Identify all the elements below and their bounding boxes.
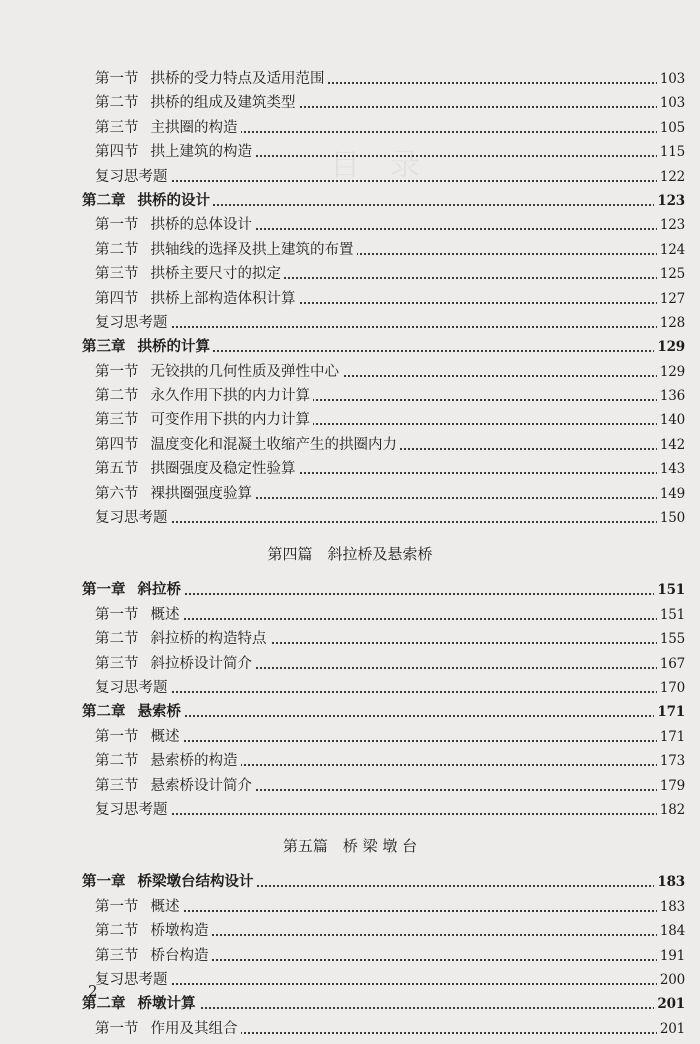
toc-section-entry	[0, 262, 700, 286]
entry-title: 拱轴线的选择及拱上建筑的布置	[150, 241, 354, 258]
entry-label	[95, 627, 270, 651]
entry-page-number: 115	[657, 140, 685, 164]
toc-part-heading	[0, 530, 700, 578]
entry-page-number: 105	[657, 116, 685, 140]
entry-title: 拱桥的计算	[137, 338, 210, 356]
entry-number: 第二节	[95, 923, 139, 940]
entry-label	[82, 992, 199, 1016]
entry-label	[95, 749, 241, 773]
entry-label	[82, 578, 184, 602]
toc-chapter-entry	[0, 189, 700, 213]
toc-section-entry	[0, 213, 700, 237]
dot-leader	[100, 910, 658, 912]
entry-page-number: 179	[657, 774, 685, 798]
entry-page-number: 103	[657, 67, 685, 91]
entry-page-number: 142	[657, 433, 685, 457]
entry-page-number: 200	[657, 968, 685, 992]
entry-page-number: 140	[657, 408, 685, 432]
toc-section-entry	[0, 360, 700, 384]
entry-label	[95, 165, 171, 189]
entry-page-number: 191	[657, 944, 685, 968]
entry-number: 第二章	[82, 191, 126, 209]
dot-leader	[100, 521, 658, 523]
entry-page-number: 128	[657, 311, 685, 335]
entry-title: 悬索桥	[137, 703, 181, 721]
toc-chapter-entry	[0, 992, 700, 1016]
toc-chapter-entry	[0, 578, 700, 602]
toc-section-entry	[0, 238, 700, 262]
entry-page-number: 182	[657, 798, 685, 822]
entry-label	[95, 482, 255, 506]
toc-section-entry	[0, 774, 700, 798]
entry-page-number: 125	[657, 262, 685, 286]
toc-section-entry	[0, 895, 700, 919]
entry-label	[82, 189, 213, 213]
entry-title: 复习思考题	[95, 679, 168, 696]
dot-leader	[100, 618, 658, 620]
toc-section-entry	[0, 91, 700, 115]
toc-section-entry	[0, 652, 700, 676]
toc-section-entry	[0, 1017, 700, 1041]
entry-title: 桥墩构造	[150, 923, 209, 940]
entry-label	[95, 262, 284, 286]
entry-page-number: 129	[654, 335, 685, 359]
entry-title: 桥台构造	[150, 947, 209, 964]
entry-number: 第一节	[95, 1020, 139, 1037]
entry-page-number: 155	[657, 627, 685, 651]
entry-label	[95, 433, 400, 457]
entry-title: 复习思考题	[95, 510, 168, 527]
entry-page-number: 184	[657, 919, 685, 943]
entry-title: 复习思考题	[95, 314, 168, 331]
toc-section-entry	[0, 919, 700, 943]
entry-page-number: 201	[657, 1017, 685, 1041]
entry-title: 概述	[150, 728, 180, 745]
entry-title: 拱桥的受力特点及适用范围	[150, 71, 325, 87]
toc-review-entry	[0, 165, 700, 189]
toc-section-entry	[0, 67, 700, 91]
toc-section-entry	[0, 457, 700, 481]
toc-section-entry	[0, 482, 700, 506]
entry-page-number: 150	[657, 506, 685, 530]
entry-number: 第一章	[82, 581, 126, 599]
entry-number: 第三节	[95, 777, 139, 794]
dot-leader	[100, 180, 658, 182]
toc-review-entry	[0, 798, 700, 822]
entry-page-number: 170	[657, 676, 685, 700]
toc-section-entry	[0, 384, 700, 408]
entry-number: 第二节	[95, 241, 139, 258]
entry-number: 第二章	[82, 995, 126, 1013]
entry-label	[95, 506, 171, 530]
entry-page-number: 143	[657, 457, 685, 481]
entry-page-number: 136	[657, 384, 685, 408]
toc-section-entry	[0, 433, 700, 457]
entry-page-number: 171	[657, 725, 685, 749]
entry-title: 斜拉桥的构造特点	[150, 631, 267, 648]
entry-number: 第四节	[95, 290, 139, 307]
toc-chapter-entry	[0, 335, 700, 359]
entry-label	[95, 384, 313, 408]
entry-page-number: 201	[654, 992, 685, 1016]
entry-title: 拱桥主要尺寸的拟定	[150, 266, 281, 283]
dot-leader	[100, 983, 658, 985]
entry-number: 第三节	[95, 947, 139, 964]
toc-review-entry	[0, 968, 700, 992]
entry-title: 拱桥的设计	[137, 191, 210, 209]
entry-title: 拱桥上部构造体积计算	[150, 290, 296, 307]
entry-number: 第六节	[95, 485, 139, 502]
toc-section-entry	[0, 603, 700, 627]
entry-page-number: 129	[657, 360, 685, 384]
toc-section-entry	[0, 725, 700, 749]
toc-review-entry	[0, 506, 700, 530]
entry-number: 第五节	[95, 461, 139, 478]
toc-section-entry	[0, 140, 700, 164]
entry-title: 悬索桥设计简介	[150, 777, 252, 794]
dot-leader	[100, 691, 658, 693]
part-title: 第五篇 桥 梁 墩 台	[282, 837, 418, 856]
entry-title: 拱上建筑的构造	[150, 144, 252, 161]
dot-leader	[100, 740, 658, 742]
entry-page-number: 171	[654, 700, 685, 724]
entry-label	[95, 287, 299, 311]
entry-label	[95, 140, 255, 164]
entry-page-number: 127	[657, 287, 685, 311]
dot-leader	[100, 326, 658, 328]
entry-page-number: 167	[657, 652, 685, 676]
entry-page-number: 151	[657, 603, 685, 627]
entry-number: 第一节	[95, 898, 139, 915]
entry-page-number: 149	[657, 482, 685, 506]
entry-page-number: 183	[657, 895, 685, 919]
entry-number: 第一章	[82, 873, 126, 891]
entry-number: 第二节	[95, 95, 139, 112]
entry-label	[95, 238, 357, 262]
entry-page-number: 122	[657, 165, 685, 189]
entry-title: 作用及其组合	[150, 1020, 238, 1037]
entry-label	[95, 116, 241, 140]
entry-number: 第二章	[82, 703, 126, 721]
entry-label	[95, 457, 299, 481]
entry-title: 拱圈强度及稳定性验算	[150, 461, 296, 478]
entry-title: 悬索桥的构造	[150, 753, 238, 770]
entry-number: 第一节	[95, 363, 139, 380]
entry-page-number: 183	[654, 870, 685, 894]
toc-section-entry	[0, 287, 700, 311]
entry-page-number: 123	[654, 189, 685, 213]
toc-review-entry	[0, 311, 700, 335]
table-of-contents	[0, 67, 700, 1041]
entry-page-number: 173	[657, 749, 685, 773]
entry-label	[95, 944, 212, 968]
entry-label	[95, 676, 171, 700]
entry-label	[82, 700, 184, 724]
entry-label	[95, 91, 299, 115]
entry-number: 第三节	[95, 655, 139, 672]
entry-label	[95, 408, 313, 432]
entry-label	[95, 725, 183, 749]
toc-section-entry	[0, 944, 700, 968]
entry-title: 拱桥的组成及建筑类型	[150, 95, 296, 112]
entry-page-number: 103	[657, 91, 685, 115]
toc-section-entry	[0, 749, 700, 773]
entry-title: 温度变化和混凝土收缩产生的拱圈内力	[150, 436, 397, 453]
entry-title: 拱桥的总体设计	[150, 217, 252, 234]
entry-label	[95, 311, 171, 335]
entry-number: 第三节	[95, 119, 139, 136]
dot-leader	[100, 813, 658, 815]
entry-number: 第一节	[95, 217, 139, 234]
entry-title: 桥梁墩台结构设计	[137, 873, 254, 891]
entry-title: 永久作用下拱的内力计算	[150, 388, 310, 405]
entry-label	[95, 652, 255, 676]
toc-chapter-entry	[0, 870, 700, 894]
entry-number: 第一节	[95, 71, 139, 87]
entry-label	[95, 798, 171, 822]
toc-review-entry	[0, 676, 700, 700]
entry-page-number: 124	[657, 238, 685, 262]
entry-label	[95, 360, 342, 384]
part-title: 第四篇 斜拉桥及悬索桥	[267, 545, 433, 564]
entry-title: 概述	[150, 898, 180, 915]
entry-title: 桥墩计算	[137, 995, 196, 1013]
entry-title: 可变作用下拱的内力计算	[150, 412, 310, 429]
bleed-through-shadow: 目 录	[330, 148, 420, 183]
entry-label	[95, 67, 328, 91]
entry-title: 主拱圈的构造	[150, 119, 238, 136]
entry-label	[95, 213, 255, 237]
entry-label	[95, 774, 255, 798]
entry-title: 复习思考题	[95, 801, 168, 818]
entry-number: 第二节	[95, 753, 139, 770]
entry-number: 第四节	[95, 436, 139, 453]
entry-page-number: 123	[657, 213, 685, 237]
toc-part-heading	[0, 822, 700, 870]
entry-title: 无铰拱的几何性质及弹性中心	[150, 363, 339, 380]
entry-number: 第一节	[95, 728, 139, 745]
entry-label	[95, 603, 183, 627]
toc-chapter-entry	[0, 700, 700, 724]
entry-number: 第三节	[95, 266, 139, 283]
entry-title: 复习思考题	[95, 971, 168, 988]
page-number: 2	[88, 982, 98, 1000]
entry-label	[95, 895, 183, 919]
entry-label	[82, 870, 257, 894]
toc-section-entry	[0, 627, 700, 651]
entry-title: 斜拉桥设计简介	[150, 655, 252, 672]
entry-title: 概述	[150, 606, 180, 623]
entry-number: 第二节	[95, 388, 139, 405]
entry-title: 斜拉桥	[137, 581, 181, 599]
entry-label	[95, 968, 171, 992]
entry-title: 裸拱圈强度验算	[150, 485, 252, 502]
entry-number: 第三章	[82, 338, 126, 356]
entry-number: 第二节	[95, 631, 139, 648]
entry-title: 复习思考题	[95, 168, 168, 185]
entry-number: 第四节	[95, 144, 139, 161]
toc-section-entry	[0, 408, 700, 432]
entry-number: 第三节	[95, 412, 139, 429]
entry-label	[95, 919, 212, 943]
entry-number: 第一节	[95, 606, 139, 623]
toc-section-entry	[0, 116, 700, 140]
entry-label	[95, 1017, 241, 1041]
entry-label	[82, 335, 213, 359]
entry-page-number: 151	[654, 578, 685, 602]
